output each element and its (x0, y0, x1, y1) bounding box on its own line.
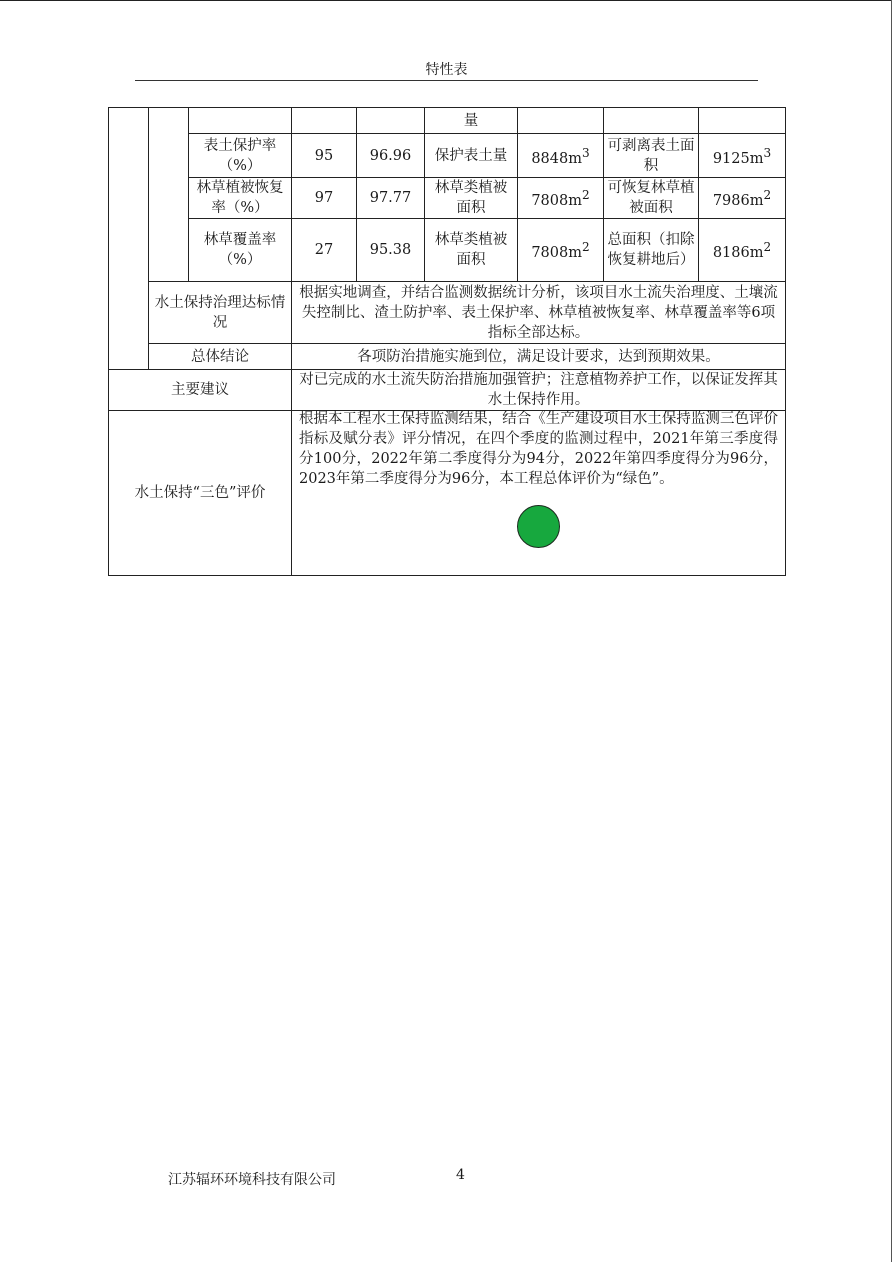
evaluation-text: 根据本工程水土保持监测结果，结合《生产建设项目水土保持监测三色评价指标及赋分表》评分情况，在四个季度的监测过程中，2021年第三季度得分100分，2022年第二季度得分为94分，2022年第四季度得分为96分，2023年第二季度得分为96分，本工程总体评价为“绿色”。 (299, 411, 778, 487)
actual-value: 96.96 (357, 134, 425, 178)
table-cell (518, 108, 604, 134)
denominator-value: $8186m^2$ (699, 219, 786, 282)
target-value: 97 (292, 178, 357, 219)
page-number: 4 (456, 1167, 465, 1183)
footer-company: 江苏辐环环境科技有限公司 (168, 1172, 336, 1188)
green-rating-indicator (517, 505, 560, 548)
numerator-value: $7808m^2$ (518, 219, 604, 282)
actual-value: 95.38 (357, 219, 425, 282)
table-row (109, 282, 786, 344)
compliance-label: 水土保持治理达标情况 (149, 282, 292, 344)
indicator-name: 林草植被恢复率（%） (189, 178, 292, 219)
table-row (109, 178, 786, 219)
table-cell (604, 108, 699, 134)
merged-category-cell (109, 108, 149, 370)
denominator-value: $9125m^3$ (699, 134, 786, 178)
table-row (109, 344, 786, 370)
numerator-name: 林草类植被面积 (425, 178, 518, 219)
numerator-name: 保护表土量 (425, 134, 518, 178)
denominator-value: $7986m^2$ (699, 178, 786, 219)
conclusion-label: 总体结论 (149, 344, 292, 370)
conclusion-text: 各项防治措施实施到位，满足设计要求，达到预期效果。 (292, 344, 786, 370)
page-top-border (0, 0, 892, 1)
actual-value: 97.77 (357, 178, 425, 219)
table-row (109, 108, 786, 134)
table-cell (189, 108, 292, 134)
denominator-name: 可恢复林草植被面积 (604, 178, 699, 219)
denominator-name: 可剥离表土面积 (604, 134, 699, 178)
evaluation-label: 水土保持“三色”评价 (109, 411, 292, 576)
target-value: 95 (292, 134, 357, 178)
page-header-title: 特性表 (135, 60, 758, 81)
numerator-name: 林草类植被面积 (425, 219, 518, 282)
suggestion-text: 对已完成的水土流失防治措施加强管护；注意植物养护工作，以保证发挥其水土保持作用。 (292, 370, 786, 411)
target-value: 27 (292, 219, 357, 282)
denominator-name: 总面积（扣除恢复耕地后） (604, 219, 699, 282)
compliance-text: 根据实地调查，并结合监测数据统计分析，该项目水土流失治理度、土壤流失控制比、渣土防护率、表土保护率、林草植被恢复率、林草覆盖率等6项指标全部达标。 (292, 282, 786, 344)
table-cell (357, 108, 425, 134)
table-cell (699, 108, 786, 134)
table-cell (292, 108, 357, 134)
merged-subcategory-cell (149, 108, 189, 282)
table-row (109, 370, 786, 411)
table-row (109, 134, 786, 178)
suggestion-label: 主要建议 (109, 370, 292, 411)
indicator-name: 表土保护率（%） (189, 134, 292, 178)
evaluation-cell (292, 411, 786, 576)
numerator-value: $7808m^2$ (518, 178, 604, 219)
table-row (109, 219, 786, 282)
table-row (109, 411, 786, 576)
numerator-value: $8848m^3$ (518, 134, 604, 178)
table-cell: 量 (425, 108, 518, 134)
characteristics-table (108, 107, 786, 576)
indicator-name: 林草覆盖率（%） (189, 219, 292, 282)
